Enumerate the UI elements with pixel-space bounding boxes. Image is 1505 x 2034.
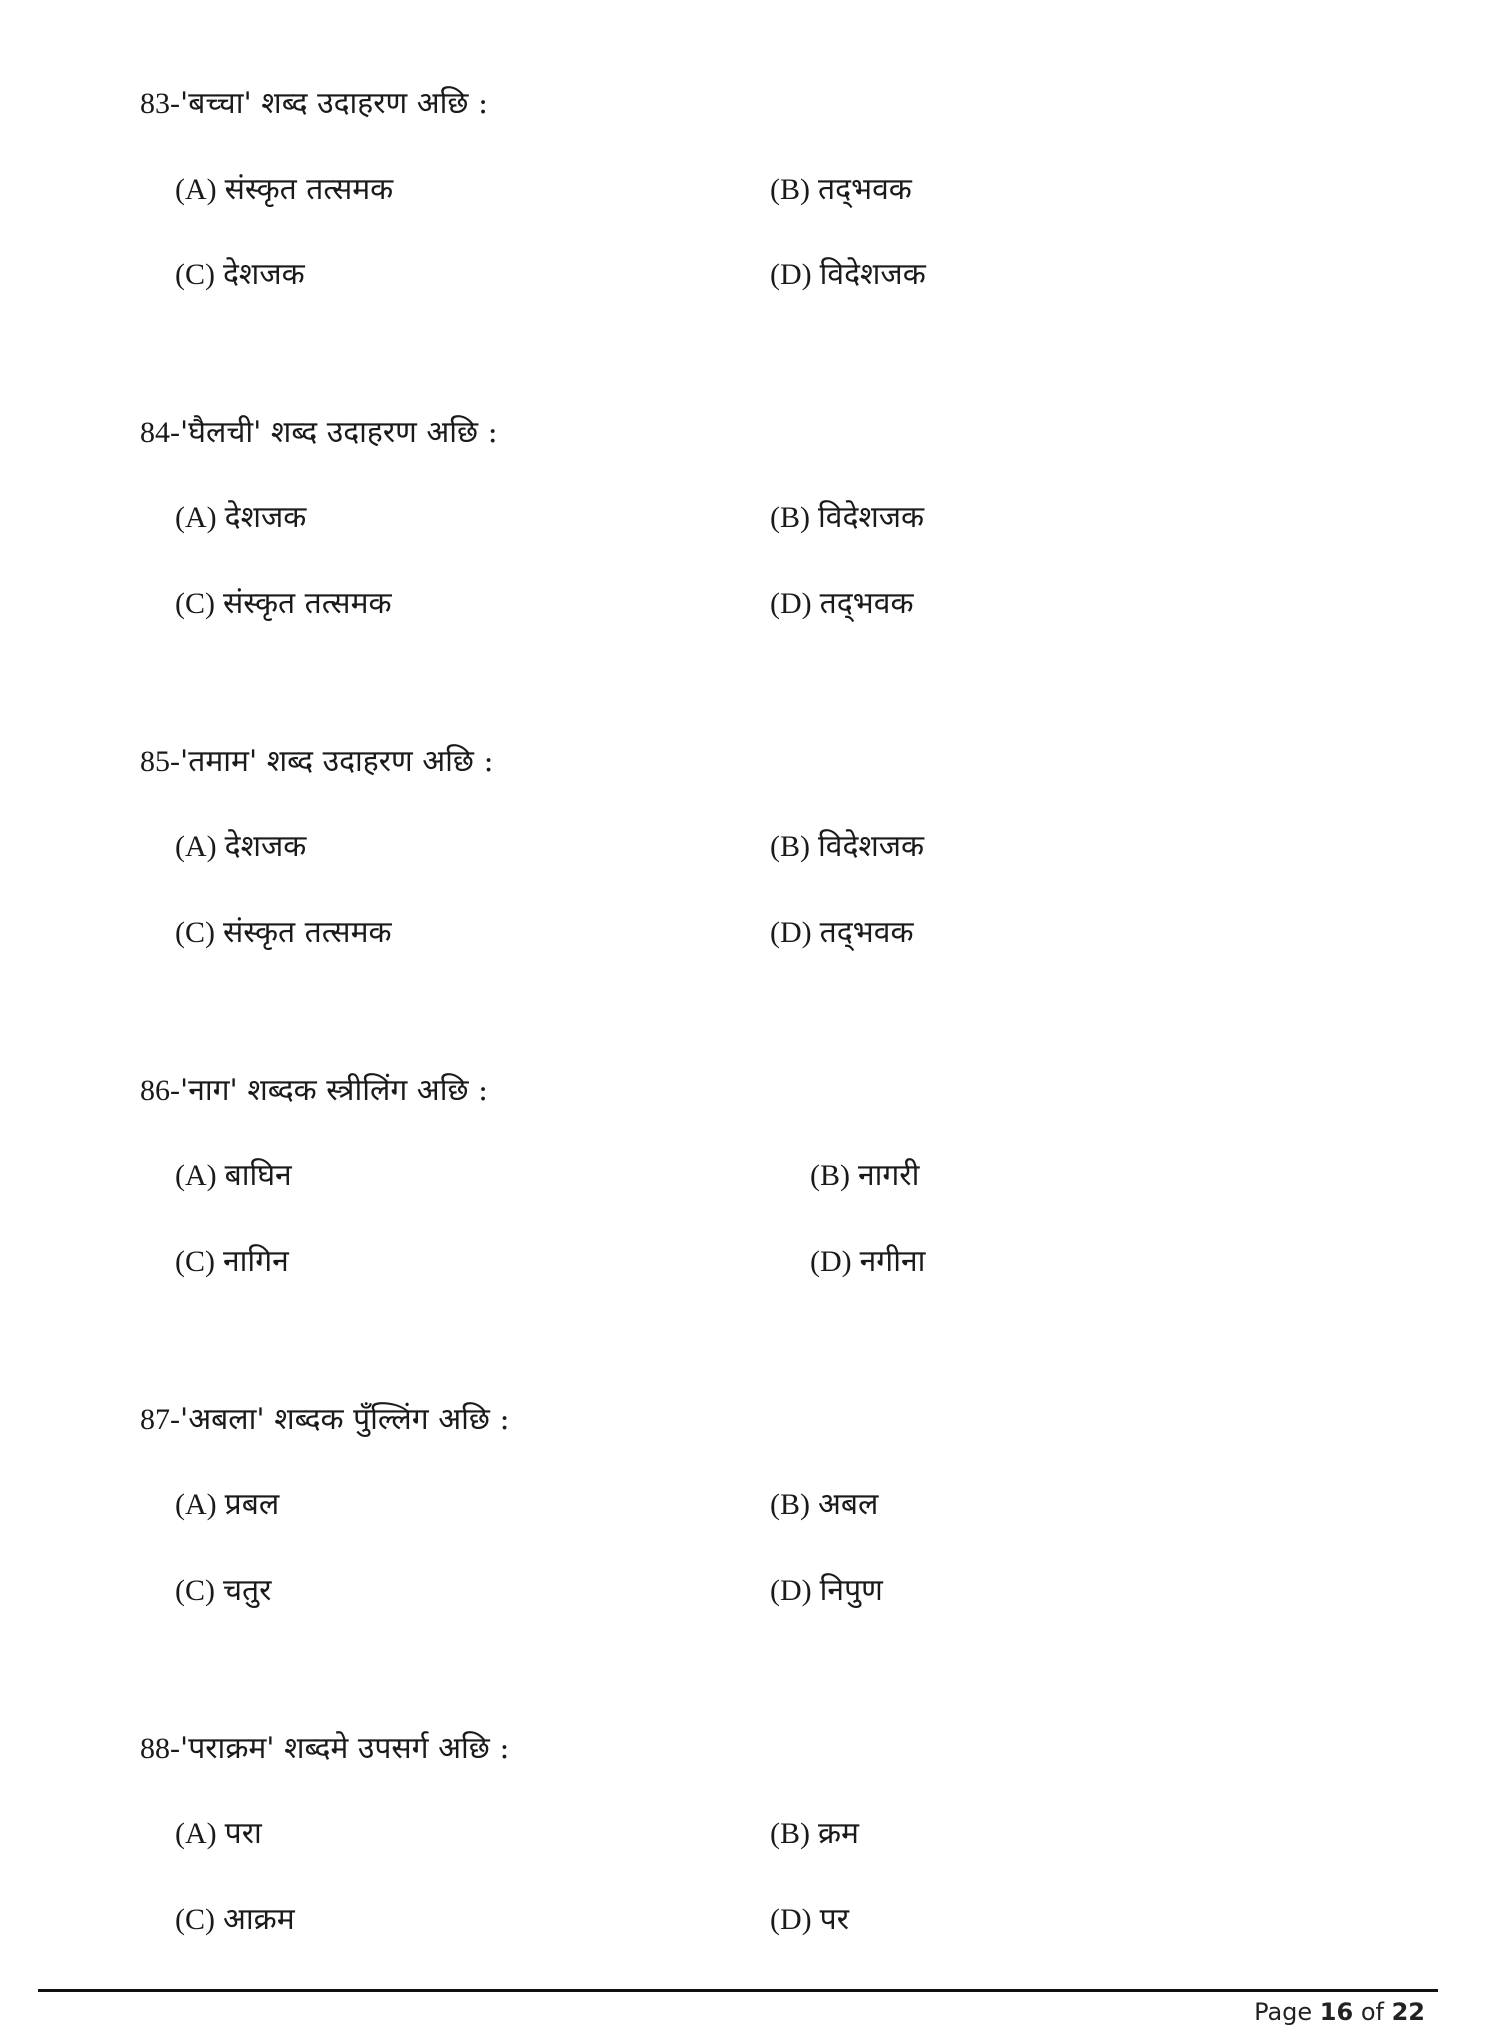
question-number: 87- <box>140 1403 180 1436</box>
option-label: (A) <box>175 501 217 534</box>
question-86 <box>140 1071 488 1111</box>
option-label: (C) <box>175 1903 215 1936</box>
option-a[interactable] <box>175 1485 279 1525</box>
question-87 <box>140 1400 510 1440</box>
option-text: अबल <box>818 1487 879 1522</box>
option-b[interactable] <box>810 1156 919 1196</box>
footer-divider <box>38 1989 1438 1992</box>
option-text: परा <box>224 1816 262 1851</box>
option-d[interactable] <box>770 913 914 953</box>
option-label: (C) <box>175 1574 215 1607</box>
option-c[interactable] <box>175 584 392 624</box>
option-text: तद्‌भवक <box>819 586 914 621</box>
option-text: देशजक <box>223 257 305 292</box>
option-text: पर <box>819 1902 849 1937</box>
option-label: (A) <box>175 1817 217 1850</box>
total-pages: 22 <box>1391 1998 1425 2026</box>
question-text: 'अबला' शब्दक पुँल्लिंग अछि : <box>180 1402 510 1437</box>
option-text: क्रम <box>818 1816 859 1851</box>
option-label: (B) <box>770 501 810 534</box>
option-text: संस्कृत तत्समक <box>223 586 392 621</box>
option-c[interactable] <box>175 913 392 953</box>
of-label: of <box>1353 1998 1392 2026</box>
option-label: (C) <box>175 916 215 949</box>
option-b[interactable] <box>770 1485 878 1525</box>
question-84 <box>140 413 498 453</box>
option-text: नागरी <box>858 1158 920 1193</box>
question-number: 85- <box>140 745 180 778</box>
question-number: 83- <box>140 87 180 120</box>
option-label: (A) <box>175 830 217 863</box>
question-85 <box>140 742 494 782</box>
option-d[interactable] <box>770 1571 883 1611</box>
option-c[interactable] <box>175 1900 295 1940</box>
option-b[interactable] <box>770 170 912 210</box>
option-label: (A) <box>175 1159 217 1192</box>
question-number: 84- <box>140 416 180 449</box>
option-text: तद्‌भवक <box>819 915 914 950</box>
question-number: 88- <box>140 1732 180 1765</box>
option-b[interactable] <box>770 827 924 867</box>
option-text: संस्कृत तत्समक <box>223 915 392 950</box>
option-a[interactable] <box>175 498 306 538</box>
option-label: (B) <box>770 1817 810 1850</box>
option-b[interactable] <box>770 498 924 538</box>
option-a[interactable] <box>175 1156 292 1196</box>
option-text: चतुर <box>223 1573 272 1608</box>
option-label: (C) <box>175 258 215 291</box>
option-d[interactable] <box>770 584 914 624</box>
option-label: (D) <box>770 1574 812 1607</box>
option-c[interactable] <box>175 255 305 295</box>
option-text: तद्‌भवक <box>818 172 912 207</box>
question-text: 'तमाम' शब्द उदाहरण अछि : <box>180 744 494 779</box>
question-text: 'नाग' शब्दक स्त्रीलिंग अछि : <box>180 1073 489 1108</box>
option-text: बाघिन <box>224 1158 292 1193</box>
option-text: आक्रम <box>223 1902 295 1937</box>
option-text: देशजक <box>224 829 307 864</box>
option-text: विदेशजक <box>819 257 926 292</box>
page-prefix: Page <box>1254 1998 1320 2026</box>
question-text: 'पराक्रम' शब्दमे उपसर्ग अछि : <box>180 1731 510 1766</box>
option-label: (B) <box>770 1488 810 1521</box>
option-c[interactable] <box>175 1571 271 1611</box>
option-a[interactable] <box>175 827 306 867</box>
option-d[interactable] <box>770 255 926 295</box>
option-text: देशजक <box>224 500 307 535</box>
option-label: (D) <box>770 1903 812 1936</box>
option-a[interactable] <box>175 170 393 210</box>
option-label: (C) <box>175 1245 215 1278</box>
option-text: प्रबल <box>224 1487 280 1522</box>
option-d[interactable] <box>810 1242 925 1282</box>
question-88 <box>140 1729 509 1769</box>
option-text: नागिन <box>223 1244 289 1279</box>
current-page: 16 <box>1319 1998 1354 2026</box>
option-label: (D) <box>770 258 812 291</box>
option-text: विदेशजक <box>818 500 925 535</box>
option-text: संस्कृत तत्समक <box>224 172 394 207</box>
option-label: (A) <box>175 1488 217 1521</box>
option-label: (B) <box>770 173 810 206</box>
option-label: (D) <box>810 1245 852 1278</box>
option-label: (D) <box>770 916 812 949</box>
option-label: (A) <box>175 173 217 206</box>
question-text: 'बच्चा' शब्द उदाहरण अछि : <box>180 86 489 121</box>
option-c[interactable] <box>175 1242 289 1282</box>
question-number: 86- <box>140 1074 180 1107</box>
question-text: 'घैलची' शब्द उदाहरण अछि : <box>180 415 498 450</box>
page-number <box>1254 1998 1425 2026</box>
option-label: (C) <box>175 587 215 620</box>
option-text: विदेशजक <box>818 829 925 864</box>
option-d[interactable] <box>770 1900 849 1940</box>
option-a[interactable] <box>175 1814 262 1854</box>
option-label: (B) <box>770 830 810 863</box>
option-text: नगीना <box>859 1244 926 1279</box>
option-text: निपुण <box>819 1573 883 1608</box>
option-label: (D) <box>770 587 812 620</box>
question-83 <box>140 84 488 124</box>
option-b[interactable] <box>770 1814 859 1854</box>
option-label: (B) <box>810 1159 850 1192</box>
